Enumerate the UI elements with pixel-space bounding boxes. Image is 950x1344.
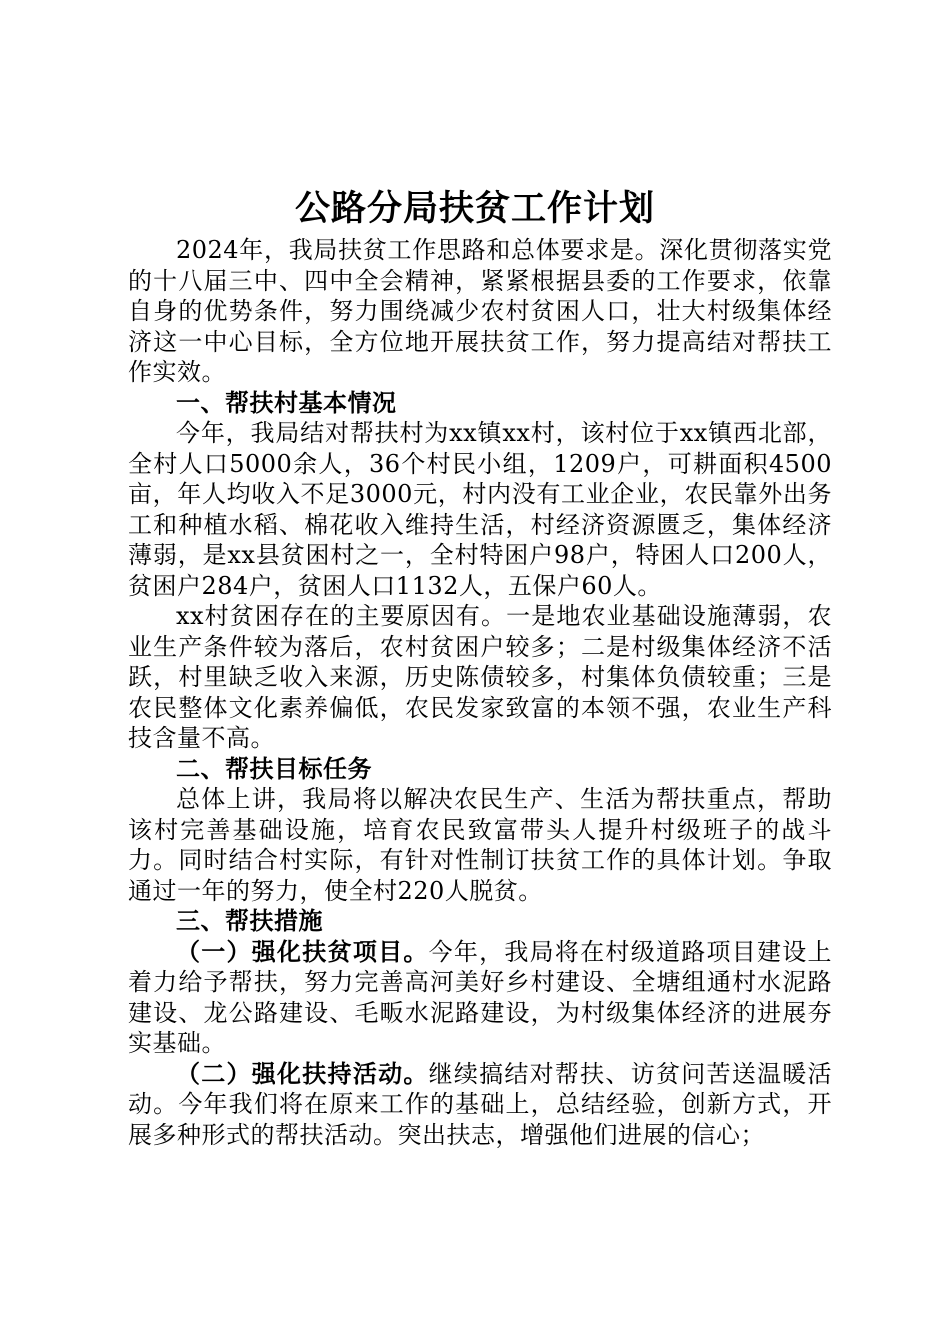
document-title: 公路分局扶贫工作计划 [294,189,655,229]
section-1-paragraph-2: xx村贫困存在的主要原因有。一是地农业基础设施薄弱，农业生产条件较为落后，农村贫困户较多；二是村级集体经济不活跃，村里缺乏收入来源，历史陈债较多，村集体负债较重；三是农民整体文化素养偏低，农民发家致富的本领不强，农业生产科技含量不高。 [128,602,832,752]
intro-paragraph: 2024年，我局扶贫工作思路和总体要求是。深化贯彻落实党的十八届三中、四中全会精神，紧紧根据县委的工作要求，依靠自身的优势条件，努力围绕减少农村贫困人口，壮大村级集体经济这一中心目标，全方位地开展扶贫工作，努力提高结对帮扶工作实效。 [128,236,832,386]
section-1-paragraph-1: 今年，我局结对帮扶村为xx镇xx村，该村位于xx镇西北部，全村人口5000余人，36个村民小组，1209户，可耕面积4500亩，年人均收入不足3000元，村内没有工业企业，农民靠外出务工和种植水稻、棉花收入维持生活，村经济资源匮乏，集体经济薄弱，是xx县贫困村之一，全村特困户98户，特困人口200人，贫困户284户，贫困人口1132人，五保户60人。 [128,419,832,600]
section-heading-3: 三、帮扶措施 [176,907,323,935]
document-body [128,235,832,1150]
measure-item-2 [128,1059,832,1151]
measure-item-1-text: 今年，我局将在村级道路项目建设上着力给予帮扶，努力完善高河美好乡村建设、全塘组通村水泥路建设、龙公路建设、毛畈水泥路建设，为村级集体经济的进展夯实基础。 [128,937,833,1057]
section-heading-1: 一、帮扶村基本情况 [176,388,397,417]
measure-item-2-lead: （二）强化扶持活动。 [176,1059,429,1088]
section-2-paragraph-1: 总体上讲，我局将以解决农民生产、生活为帮扶重点，帮助该村完善基础设施，培育农民致富带头人提升村级班子的战斗力。同时结合村实际，有针对性制订扶贫工作的具体计划。争取通过一年的努力，使全村220人脱贫。 [128,785,832,905]
measure-item-2-text: 继续搞结对帮扶、访贫问苦送温暖活动。今年我们将在原来工作的基础上，总结经验，创新方式，开展多种形式的帮扶活动。突出扶志，增强他们进展的信心； [128,1059,833,1149]
measure-item-1 [128,937,832,1059]
section-heading-2: 二、帮扶目标任务 [176,754,372,783]
measure-item-1-lead: （一）强化扶贫项目。 [176,937,429,966]
